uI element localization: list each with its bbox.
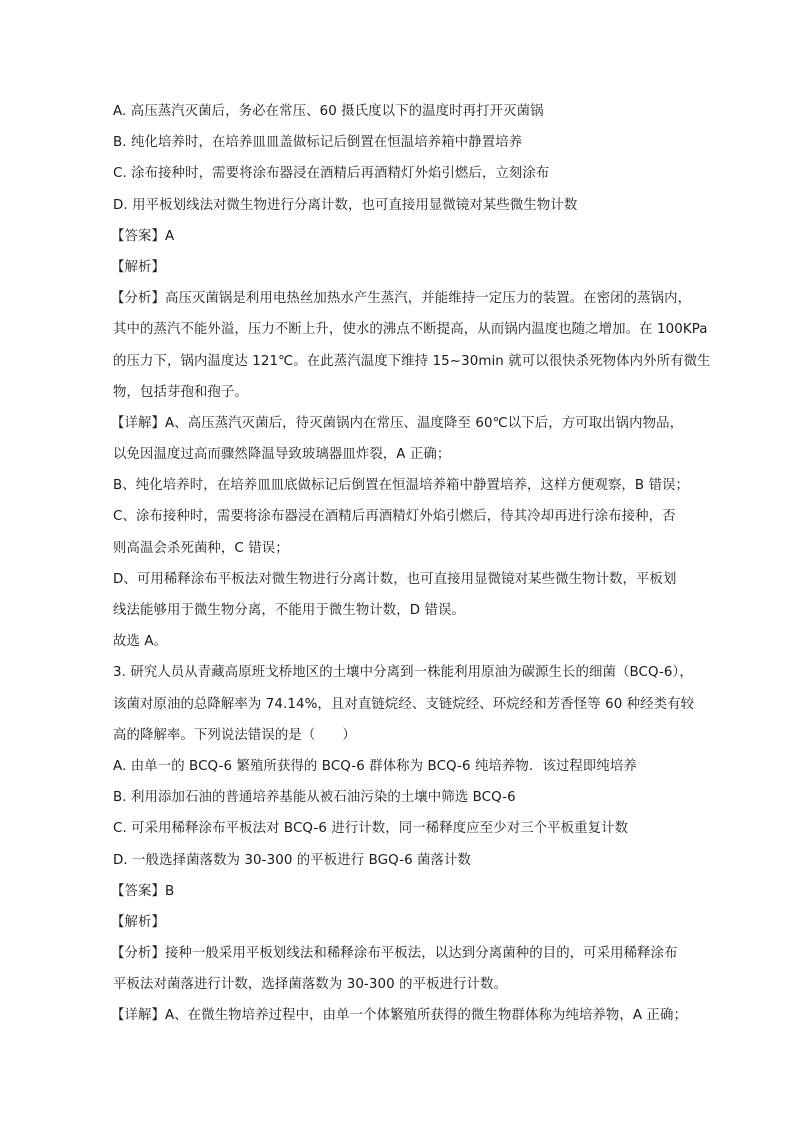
detail-text: 以免因温度过高而骤然降温导致玻璃器皿炸裂，A 正确； xyxy=(113,447,451,463)
document-page xyxy=(113,96,713,1032)
option-c: C. 可采用稀释涂布平板法对 BCQ-6 进行计数，同一稀释度应至少对三个平板重复计数 xyxy=(113,821,629,837)
question-stem: 3. 研究人员从青藏高原班戈桥地区的土壤中分离到一株能利用原油为碳源生长的细菌（BCQ-6）， xyxy=(113,665,693,681)
analysis-heading: 【解析】 xyxy=(111,914,165,930)
detail-text: B、纯化培养时，在培养皿皿底做标记后倒置在恒温培养箱中静置培养，这样方便观察，B 错误； xyxy=(113,478,690,494)
question-stem: 高的降解率。下列说法错误的是（ ） xyxy=(113,727,356,743)
detail-text: C、涂布接种时，需要将涂布器浸在酒精后再酒精灯外焰引燃后，待其冷却再进行涂布接种，否 xyxy=(113,509,676,525)
answer-label: 【答案】B xyxy=(111,883,175,899)
analysis-heading: 【解析】 xyxy=(111,259,165,275)
option-b: B. 利用添加石油的普通培养基能从被石油污染的土壤中筛选 BCQ-6 xyxy=(113,790,516,806)
analysis-text: 的压力下，锅内温度达 121℃。在此蒸汽温度下维持 15~30min 就可以很快杀死物体内外所有微生 xyxy=(113,353,711,369)
detail-text: 线法能够用于微生物分离，不能用于微生物计数，D 错误。 xyxy=(113,603,466,618)
analysis-text: 物，包括芽孢和孢子。 xyxy=(113,384,248,400)
option-c: C. 涂布接种时，需要将涂布器浸在酒精后再酒精灯外焰引燃后，立刻涂布 xyxy=(113,166,550,182)
analysis-text: 其中的蒸汽不能外溢，压力不断上升，使水的沸点不断提高，从而锅内温度也随之增加。在 100KPa xyxy=(113,322,708,338)
option-d: D. 一般选择菌落数为 30-300 的平板进行 BGQ-6 菌落计数 xyxy=(113,852,472,868)
option-a: A. 高压蒸汽灭菌后，务必在常压、60 摄氏度以下的温度时再打开灭菌锅 xyxy=(113,104,544,119)
detail-text: 则高温会杀死菌种，C 错误； xyxy=(113,540,289,556)
analysis-text: 平板法对菌落进行计数，选择菌落数为 30-300 的平板进行计数。 xyxy=(113,977,508,993)
option-b: B. 纯化培养时，在培养皿皿盖做标记后倒置在恒温培养箱中静置培养 xyxy=(113,135,523,151)
analysis-text: 【分析】接种一般采用平板划线法和稀释涂布平板法，以达到分离菌种的目的，可采用稀释涂布 xyxy=(111,946,678,962)
detail-text: 【详解】A、在微生物培养过程中，由单一个体繁殖所获得的微生物群体称为纯培养物，A 正确； xyxy=(111,1008,687,1024)
conclusion-text: 故选 A。 xyxy=(113,634,168,650)
analysis-text: 【分析】高压灭菌锅是利用电热丝加热水产生蒸汽，并能维持一定压力的装置。在密闭的蒸锅内， xyxy=(111,291,692,307)
detail-text: D、可用稀释涂布平板法对微生物进行分离计数，也可直接用显微镜对某些微生物计数，平板划 xyxy=(113,571,677,587)
detail-text: 【详解】A、高压蒸汽灭菌后，待灭菌锅内在常压、温度降至 60℃以下后，方可取出锅内物品， xyxy=(111,415,684,431)
answer-label: 【答案】A xyxy=(111,228,175,244)
option-a: A. 由单一的 BCQ-6 繁殖所获得的 BCQ-6 群体称为 BCQ-6 纯培养物．该过程即纯培养 xyxy=(113,758,637,774)
question-stem: 该菌对原油的总降解率为 74.14%，且对直链烷经、支链烷经、环烷经和芳香怪等 60 种经类有较 xyxy=(113,696,695,712)
option-d: D. 用平板划线法对微生物进行分离计数，也可直接用显微镜对某些微生物计数 xyxy=(113,197,578,213)
